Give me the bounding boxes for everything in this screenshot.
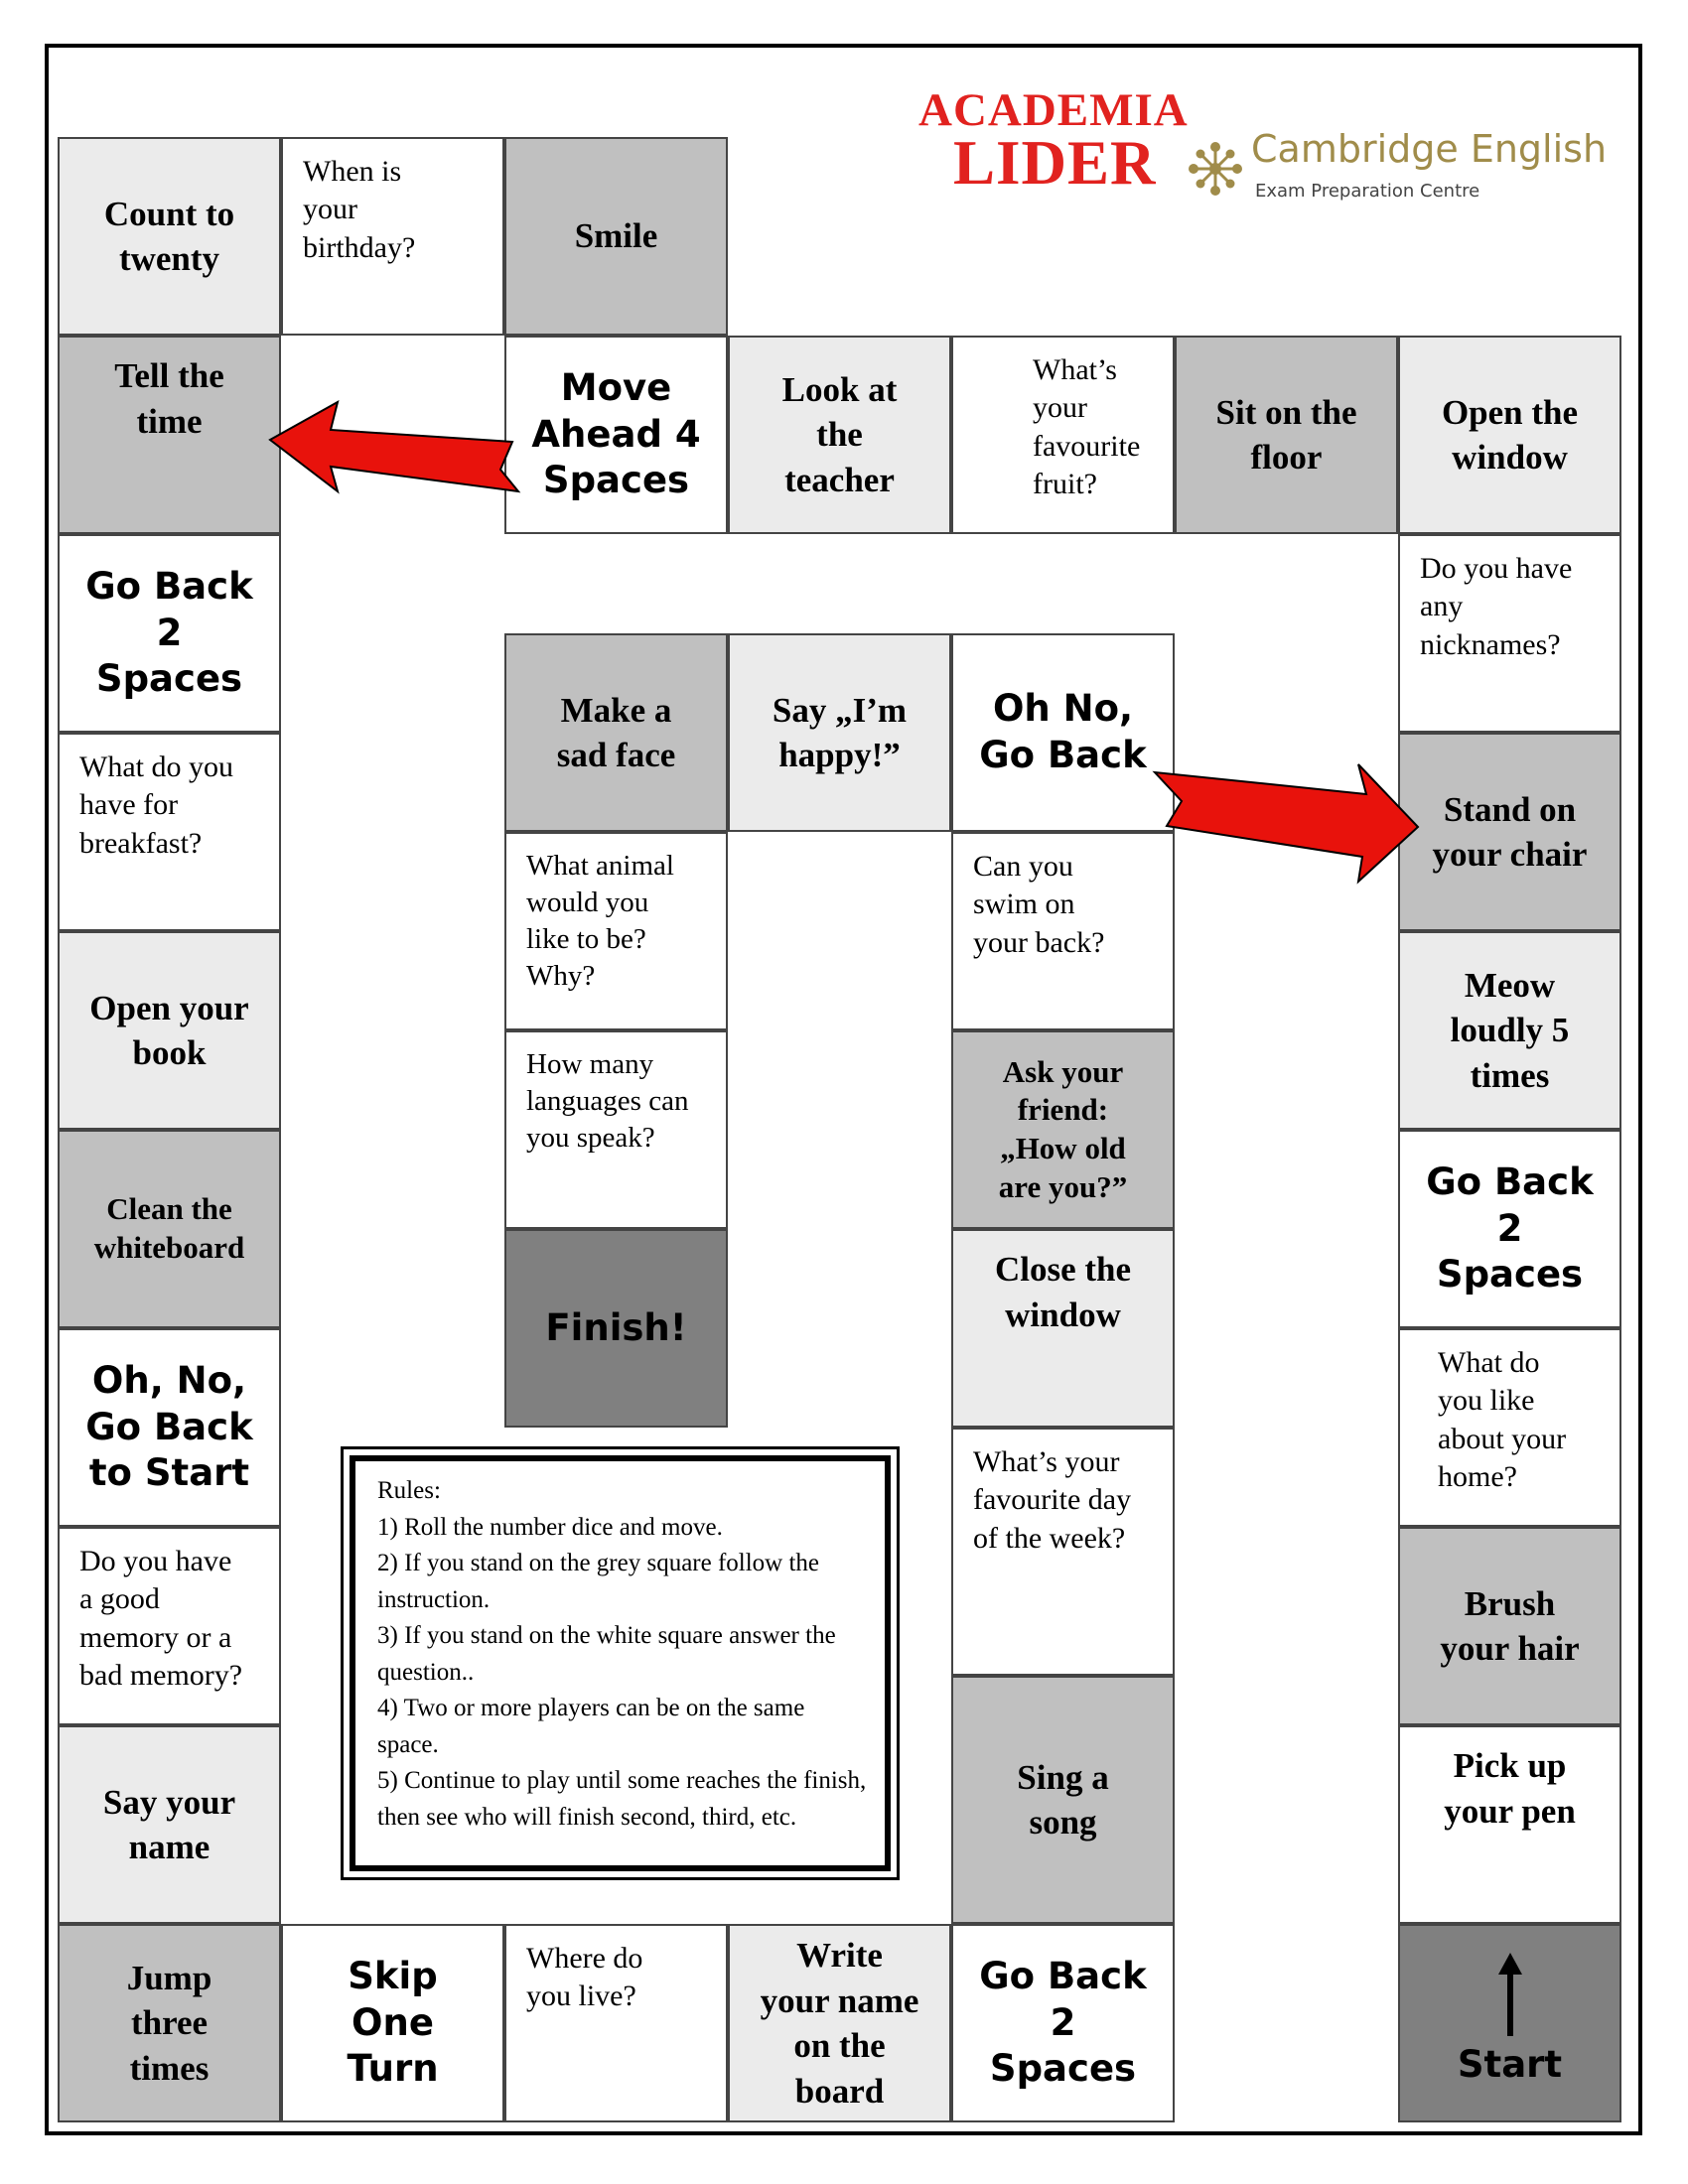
square-label: Say „I’m happy!”	[772, 690, 908, 774]
square-oh-no-go-back[interactable]	[951, 633, 1175, 832]
square-label: Write your name on the board	[760, 1936, 919, 2111]
square-label: Meow loudly 5 times	[1450, 965, 1570, 1095]
square-label: Go Back 2 Spaces	[1426, 1160, 1594, 1297]
square-swim-back[interactable]	[951, 832, 1175, 1030]
square-question: Where do you live?	[526, 1942, 643, 2013]
rule-item: 2) If you stand on the grey square follow the instruction.	[377, 1550, 820, 1613]
square-animal[interactable]	[504, 832, 728, 1030]
square-label: Oh No, Go Back	[979, 687, 1147, 776]
rule-item: 5) Continue to play until some reaches the finish, then see who will finish second, third, etc.	[377, 1767, 867, 1831]
square-where-live[interactable]	[504, 1924, 728, 2122]
square-favourite-day[interactable]	[951, 1428, 1175, 1676]
cambridge-crest-icon	[1184, 137, 1247, 201]
rules-panel	[350, 1455, 891, 1871]
square-label: Make a sad face	[556, 690, 676, 774]
square-move-ahead-4[interactable]	[504, 336, 728, 534]
square-label: Look at the teacher	[781, 369, 898, 499]
square-label: Smile	[574, 216, 658, 256]
square-label: Stand on your chair	[1432, 789, 1588, 874]
square-label: Jump three times	[126, 1958, 212, 2088]
square-close-window[interactable]	[951, 1229, 1175, 1428]
square-label: Open your book	[89, 988, 249, 1072]
rule-item: 1) Roll the number dice and move.	[377, 1513, 723, 1541]
up-arrow-icon	[1498, 1953, 1522, 2036]
square-smile[interactable]	[504, 137, 728, 336]
square-skip-turn[interactable]	[281, 1924, 504, 2122]
square-memory[interactable]	[58, 1527, 281, 1725]
logo	[914, 83, 1609, 212]
square-start[interactable]	[1398, 1924, 1621, 2122]
logo-lider-text: LIDER	[953, 128, 1157, 198]
square-pick-up-pen[interactable]	[1398, 1725, 1621, 1924]
rule-item: 3) If you stand on the white square answer the question..	[377, 1622, 836, 1686]
square-go-back-2-left[interactable]	[58, 534, 281, 733]
square-label: Close the window	[994, 1250, 1132, 1334]
square-question: What animal would you like to be? Why?	[526, 850, 674, 993]
square-go-back-2-right[interactable]	[1398, 1130, 1621, 1328]
rule-item: 4) Two or more players can be on the same space.	[377, 1695, 805, 1758]
square-question: Do you have a good memory or a bad memory?	[79, 1545, 243, 1693]
square-go-back-2-bottom[interactable]	[951, 1924, 1175, 2122]
square-finish[interactable]	[504, 1229, 728, 1428]
square-question: Can you swim on your back?	[973, 850, 1105, 959]
square-label: Tell the time	[114, 356, 224, 441]
square-question: How many languages can you speak?	[526, 1048, 689, 1155]
square-label: Sing a song	[1017, 1757, 1109, 1842]
square-label: Brush your hair	[1440, 1583, 1580, 1668]
rules-box	[341, 1446, 900, 1880]
square-label: Clean the whiteboard	[93, 1191, 245, 1265]
square-sing-song[interactable]	[951, 1676, 1175, 1924]
square-question: Do you have any nicknames?	[1420, 552, 1573, 661]
square-sad-face[interactable]	[504, 633, 728, 832]
square-like-about-home[interactable]	[1398, 1328, 1621, 1527]
square-question: What’s your favourite fruit?	[1033, 353, 1141, 501]
square-birthday[interactable]	[281, 137, 504, 336]
square-label: Pick up your pen	[1444, 1746, 1576, 1831]
square-question: What do you like about your home?	[1438, 1346, 1567, 1494]
square-label: Skip One Turn	[347, 1954, 439, 2091]
square-stand-on-chair[interactable]	[1398, 733, 1621, 931]
square-write-name[interactable]	[728, 1924, 951, 2122]
logo-academia-text: ACADEMIA	[918, 84, 1189, 136]
square-count-to-twenty[interactable]	[58, 137, 281, 336]
square-question: What do you have for breakfast?	[79, 751, 233, 860]
square-brush-hair[interactable]	[1398, 1527, 1621, 1725]
square-go-back-to-start[interactable]	[58, 1328, 281, 1527]
square-label: Count to twenty	[103, 194, 235, 278]
square-breakfast[interactable]	[58, 733, 281, 931]
square-label: Open the window	[1441, 392, 1579, 477]
logo-centre-text: Exam Preparation Centre	[1255, 181, 1480, 202]
square-clean-whiteboard[interactable]	[58, 1130, 281, 1328]
rules-title: Rules:	[377, 1477, 441, 1504]
square-say-name[interactable]	[58, 1725, 281, 1924]
square-label: Move Ahead 4 Spaces	[531, 365, 701, 502]
square-languages[interactable]	[504, 1030, 728, 1229]
square-nicknames[interactable]	[1398, 534, 1621, 733]
square-label: Sit on the floor	[1215, 392, 1357, 477]
square-open-book[interactable]	[58, 931, 281, 1130]
square-look-at-teacher[interactable]	[728, 336, 951, 534]
square-open-window[interactable]	[1398, 336, 1621, 534]
square-jump-three[interactable]	[58, 1924, 281, 2122]
square-label: Start	[1457, 2042, 1563, 2086]
logo-cambridge-text: Cambridge English	[1251, 127, 1608, 171]
square-label: Oh, No, Go Back to Start	[85, 1358, 253, 1495]
square-label: Finish!	[545, 1305, 687, 1349]
square-question: When is your birthday?	[303, 155, 416, 264]
square-meow[interactable]	[1398, 931, 1621, 1130]
square-question: What’s your favourite day of the week?	[973, 1445, 1132, 1555]
square-ask-friend[interactable]	[951, 1030, 1175, 1229]
square-label: Ask your friend: „How old are you?”	[998, 1053, 1128, 1204]
square-label: Say your name	[102, 1782, 236, 1866]
square-favourite-fruit[interactable]	[951, 336, 1175, 534]
square-say-happy[interactable]	[728, 633, 951, 832]
square-tell-time[interactable]	[58, 336, 281, 534]
square-label: Go Back 2 Spaces	[979, 1954, 1147, 2091]
square-sit-on-floor[interactable]	[1175, 336, 1398, 534]
square-label: Go Back 2 Spaces	[85, 564, 253, 701]
